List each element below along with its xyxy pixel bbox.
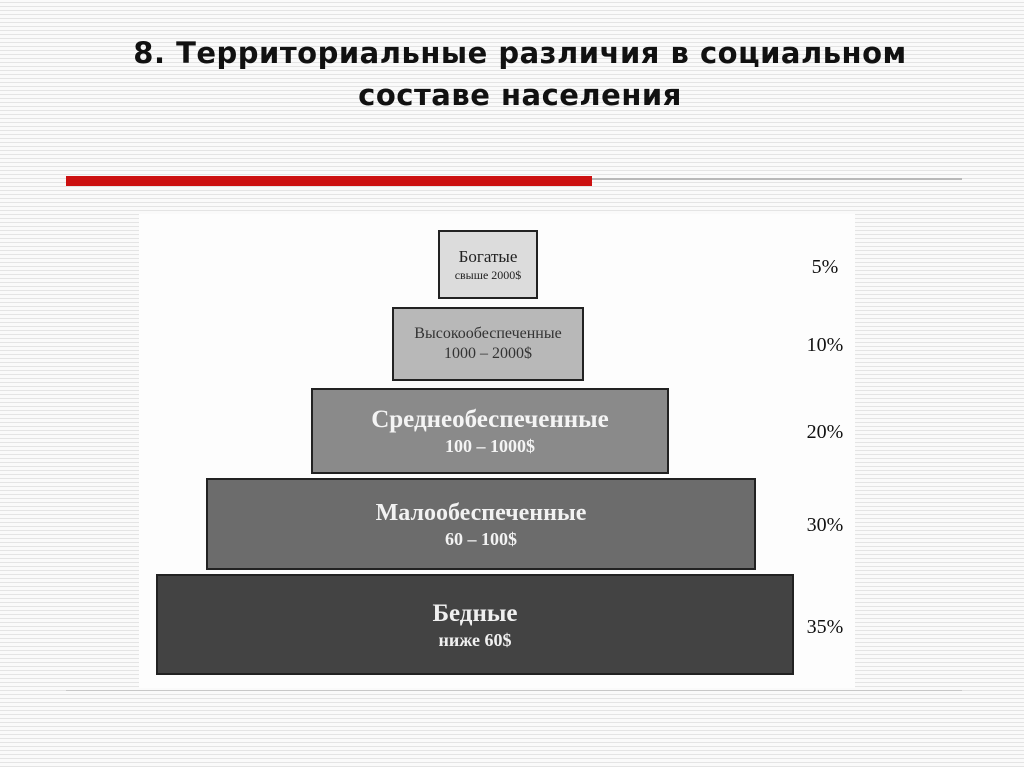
footer-divider-line — [66, 690, 962, 691]
tier-middle-name: Среднеобеспеченные — [371, 406, 609, 434]
tier-low-income-percent: 30% — [806, 514, 844, 536]
tier-middle — [311, 388, 669, 474]
tier-rich-name: Богатые — [458, 247, 518, 267]
tier-poor-range: ниже 60$ — [438, 629, 512, 650]
title-divider-line — [592, 178, 962, 180]
tier-poor-name: Бедные — [432, 599, 518, 627]
tier-low-income — [206, 478, 756, 570]
tier-middle-range: 100 – 1000$ — [445, 436, 535, 457]
slide-title-line-1: 8. Территориальные различия в социальном — [133, 36, 907, 70]
tier-rich-range: свыше 2000$ — [454, 267, 522, 282]
tier-well-off-range: 1000 – 2000$ — [444, 345, 532, 362]
tier-poor — [156, 574, 794, 675]
tier-well-off — [392, 307, 584, 381]
slide-title — [40, 32, 1000, 116]
tier-well-off-name: Высокообеспеченные — [414, 325, 562, 342]
tier-poor-percent: 35% — [806, 616, 844, 638]
social-pyramid-diagram — [139, 214, 855, 688]
tier-low-income-range: 60 – 100$ — [445, 528, 517, 549]
tier-low-income-name: Малообеспеченные — [375, 499, 587, 526]
tier-middle-percent: 20% — [806, 421, 844, 443]
tier-rich-percent: 5% — [811, 256, 839, 278]
accent-bar — [66, 176, 592, 186]
tier-rich — [438, 230, 538, 299]
tier-well-off-percent: 10% — [806, 334, 844, 356]
slide-title-line-2: составе населения — [358, 78, 682, 112]
